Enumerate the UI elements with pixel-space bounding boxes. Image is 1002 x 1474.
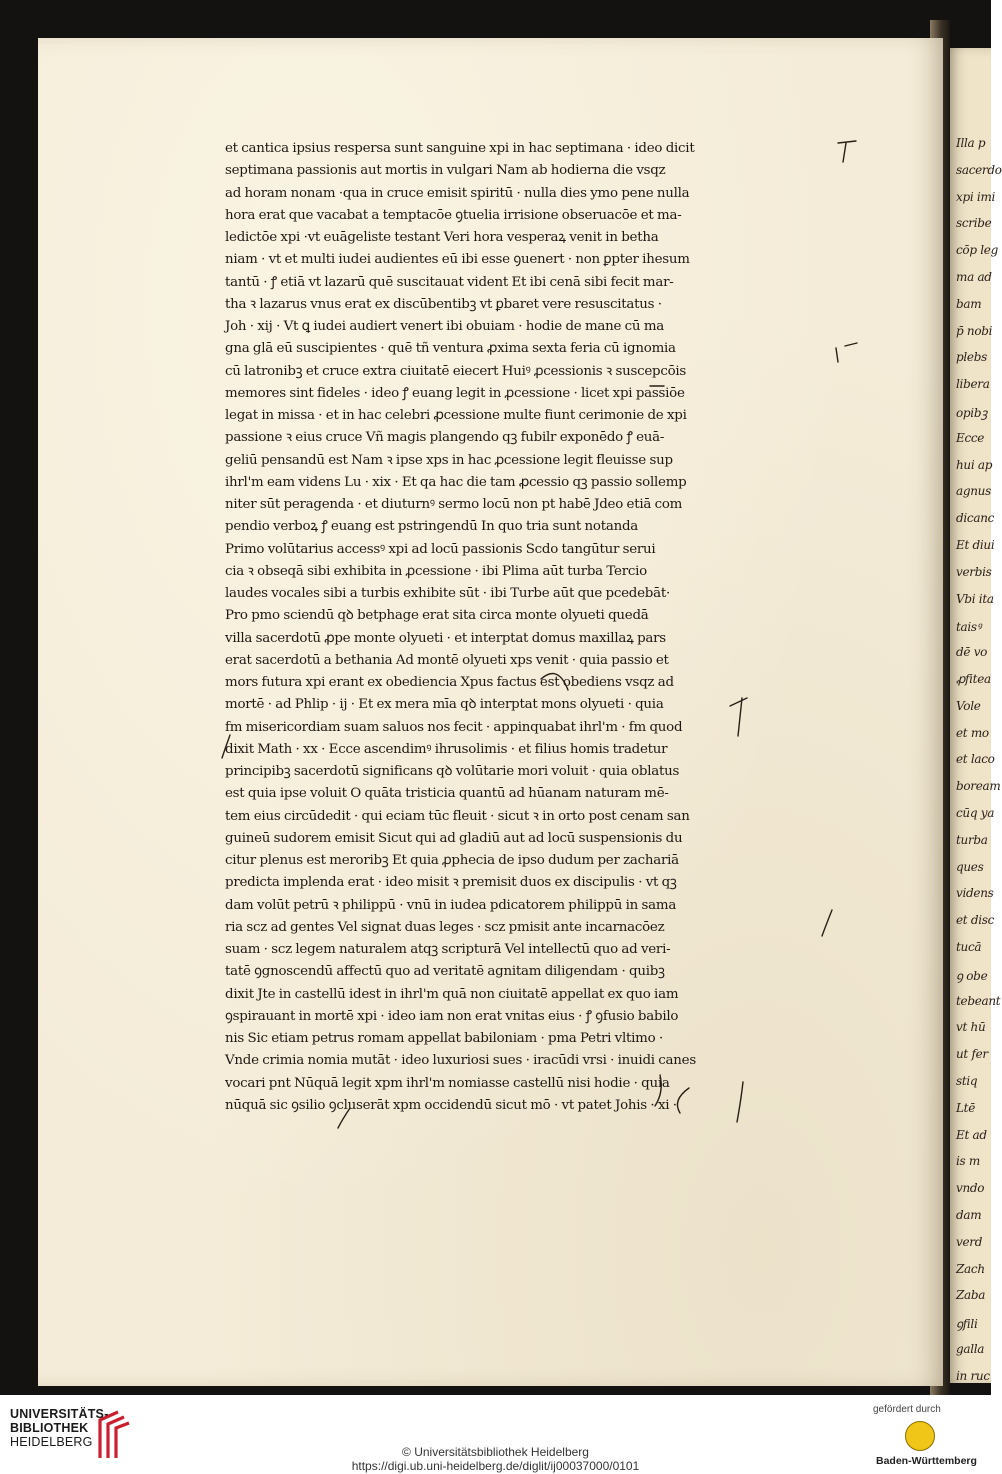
facing-page-fragment: scribe <box>956 216 992 231</box>
facing-page-fragment: agnus <box>956 484 991 499</box>
text-line: mortē · ad Phlip · ij · Et ex mera mīa qꝺ interptat mons olyueti · quia <box>225 697 664 713</box>
facing-page-fragment: stiq <box>956 1074 978 1088</box>
copyright-notice: © Universitätsbibliothek Heidelberg <box>402 1445 589 1459</box>
text-line: dam volūt petrū ꝛ philippū · vnū in iudea pdicatorem philippū in sama <box>225 897 677 913</box>
library-name-line-1: UNIVERSITÄTS- <box>10 1407 109 1421</box>
facing-page-fragment: Et ad <box>956 1127 987 1142</box>
text-line: Joh · xij · Vt ꝗ iudei audiert venert ibi obuiam · hodie de mane cū ma <box>225 319 664 334</box>
facing-page <box>948 48 1002 1383</box>
facing-page-fragment: Et diui <box>956 538 995 552</box>
text-line: suam · scz legem naturalem atqꝫ scripturā Vel intellectū quo ad veri- <box>225 942 671 957</box>
text-line: cū latronibꝫ et cruce extra ciuitatē eiecert Huiꝰ ꝓcessionis ꝛ suscepcōis <box>225 363 687 379</box>
text-line: fm misericordiam suam saluos nos fecit · appinquabat ihrl'm · fm quod <box>225 719 683 735</box>
library-name-line-2: BIBLIOTHEK <box>10 1421 89 1435</box>
text-line: niter sūt peragenda · et diuturnꝰ sermo locū non pt habē Jdeo etiā com <box>225 497 683 512</box>
text-line: principibꝫ sacerdotū significans qꝺ volūtarie mori voluit · quia oblatus <box>225 764 680 779</box>
text-line: est quia ipse voluit O quāta tristicia quantū ad hūanam naturam mē- <box>225 786 669 802</box>
facing-page-fragment: Illa p <box>956 136 986 150</box>
facing-page-fragment: Zaba <box>956 1288 986 1303</box>
text-line: ledictōe xpi ·vt euāgeliste testant Veri hora vesperaꝝ venit in betha <box>225 230 659 245</box>
text-line: passione ꝛ eius cruce Vñ magis plangendo qꝫ fubilr exponēdo ꝭ euā- <box>225 430 665 446</box>
text-line: nis Sic etiam petrus romam appellat babiloniam · pma Petri vltimo · <box>225 1031 663 1046</box>
text-line: tha ꝛ lazarus vnus erat ex discūbentibꝫ vt ꝑbaret vere resuscitatus · <box>225 296 662 312</box>
text-line: vocari pnt Nūquā legit xpm ihrl'm nomiasse castellū nisi hodie · quia <box>225 1075 670 1091</box>
facing-page-fragment: ma ad <box>956 270 992 284</box>
facing-page-fragment: ꝯfili <box>956 1317 978 1332</box>
facing-page-fragment: Vole <box>956 698 981 713</box>
text-line: laudes vocales sibi a turbis exhibite sūt · ibi Turbe aūt que pcedebāt· <box>225 586 670 601</box>
facing-page-fragment: Ltē <box>956 1100 975 1115</box>
facing-page-fragment: et disc <box>956 913 995 928</box>
text-line: geliū pensandū est Nam ꝛ ipse xps in hac ꝓcessione legit fleuisse sup <box>225 452 673 468</box>
permalink[interactable]: https://digi.ub.uni-heidelberg.de/diglit/ij00037000/0101 <box>351 1459 640 1473</box>
facing-page-fragment: sacerdo <box>956 162 1002 177</box>
text-line: hora erat que vacabat a temptacōe ꝯtuelia irrisione obseruacōe et ma- <box>225 207 682 223</box>
facing-page-fragment: galla <box>956 1342 985 1356</box>
facing-page-fragment: verd <box>956 1234 983 1249</box>
facing-page-fragment: libera <box>956 377 990 392</box>
text-line: ꝯspirauant in mortē xpi · ideo iam non erat vnitas eius · ꝭ ꝯfusio babilo <box>225 1008 679 1024</box>
text-line: Primo volūtarius accessꝰ xpi ad locū passionis Scdo tangūtur serui <box>225 541 656 557</box>
text-line: pendio verboꝝ ꝭ euang est pstringendū In quo tria sunt notanda <box>225 519 639 535</box>
facing-page-fragment: dam <box>956 1208 982 1222</box>
facing-page-fragment: boream <box>956 779 1001 794</box>
facing-page-fragment: ꝯ obe <box>956 968 988 983</box>
text-line: predicta implenda erat · ideo misit ꝛ premisit duos ex discipulis · vt qꝫ <box>225 875 677 891</box>
facing-page-fragment: dicanc <box>956 511 995 526</box>
text-line: Pro pmo sciendū qꝺ betphage erat sita circa monte olyueti quedā <box>225 608 649 624</box>
facing-page-fragment: opibꝫ <box>956 406 988 420</box>
text-line: ihrl'm eam videns Lu · xix · Et qa hac die tam ꝓcessio qꝫ passio sollemp <box>225 474 687 490</box>
facing-page-fragment: p̄ nobi <box>956 323 993 338</box>
funder-name: Baden-Württemberg <box>876 1455 977 1467</box>
facing-page-fragment: Zach <box>956 1261 985 1276</box>
facing-page-fragment: taisꝰ <box>956 620 982 635</box>
text-line: erat sacerdotū a bethania Ad montē olyueti xps venit · quia passio et <box>225 652 669 668</box>
facing-page-fragment: verbis <box>956 564 992 579</box>
printed-text-block <box>225 138 857 1117</box>
text-line: tantū · ꝭ etiā vt lazarū quē suscitauat vident Et ibi cenā sibi fecit mar- <box>225 274 674 290</box>
text-line: niam · vt et multi iudei audientes eū ibi esse ꝯuenert · non ꝑpter ihesum <box>225 252 690 268</box>
facing-page-fragment: et laco <box>956 752 995 767</box>
facing-page-fragment: is m <box>956 1154 980 1169</box>
facing-page-fragment: et mo <box>956 725 989 740</box>
facing-page-fragment: hui ap <box>956 457 993 472</box>
text-line: et cantica ipsius respersa sunt sanguine xpi in hac septimana · ideo dicit <box>225 141 695 156</box>
facing-page-fragment: dē vo <box>956 645 988 660</box>
facing-page-fragment: ꝓfitea <box>956 672 991 686</box>
text-line: tatē ꝯgnoscendū affectū quo ad veritatē agnitam diligendam · quibꝫ <box>225 964 665 980</box>
text-line: ria scz ad gentes Vel signat duas leges · scz pmisit ante incarnacōez <box>225 919 665 935</box>
text-line: cia ꝛ obseqā sibi exhibita in ꝓcessione · ibi Plima aūt turba Tercio <box>225 563 647 579</box>
facing-page-fragment: vndo <box>956 1181 985 1196</box>
facing-page-fragment: Vbi ita <box>956 591 994 606</box>
text-line: memores sint fideles · ideo ꝭ euang legit in ꝓcessione · licet xpi passiōe <box>225 385 685 401</box>
text-line: villa sacerdotū ꝓpe monte olyueti · et interptat domus maxillaꝝ pars <box>225 630 666 646</box>
text-line: dixit Jte in castellū idest in ihrl'm quā non ciuitatē appellat ex quo iam <box>225 986 679 1002</box>
facing-page-fragment: cōp leg <box>956 243 998 258</box>
text-line: gna glā eū suscipientes · quē tñ ventura ꝓxima sexta feria cū ignomia <box>225 341 676 357</box>
text-line: mors futura xpi erant ex obediencia Xpus factus est obediens vsqz ad <box>225 675 674 690</box>
facing-page-fragment: cūq ya <box>956 806 995 820</box>
facing-page-fragment: tebeant <box>956 993 1001 1008</box>
facing-page-fragment: ques <box>956 859 984 874</box>
text-line: citur plenus est meroribꝫ Et quia ꝓphecia de ipso dudum per zachariā <box>225 853 679 868</box>
facing-page-fragment: tucā <box>956 940 982 954</box>
facing-page-fragment: xpi imi <box>956 189 996 204</box>
text-line: nūquā sic ꝯsilio ꝯcluserāt xpm occidendū sicut mō · vt patet Johis · xi · <box>225 1097 677 1113</box>
text-line: ad horam nonam ·qua in cruce emisit spiritū · nulla dies ymo pene nulla <box>225 185 690 201</box>
funded-by-label: gefördert durch <box>873 1404 941 1415</box>
facing-page-fragment: in ruc <box>956 1368 990 1383</box>
text-line: Vnde crimia nomia mutāt · ideo luxuriosi sues · iracūdi vrsi · inuidi canes <box>225 1053 696 1069</box>
facing-page-fragment: bam <box>956 296 982 311</box>
text-line: dixit Math · xx · Ecce ascendimꝰ ihrusolimis · et filius homis tradetur <box>225 741 668 757</box>
facing-page-fragment: ut fer <box>956 1047 988 1062</box>
facing-page-fragment: turba <box>956 832 988 847</box>
text-line: guineū sudorem emisit Sicut qui ad gladiū aut ad locū suspensionis du <box>225 830 683 846</box>
library-name-line-3: HEIDELBERG <box>10 1435 93 1449</box>
facing-page-fragment: plebs <box>956 350 987 365</box>
facing-page-fragment: Ecce <box>956 430 985 445</box>
text-line: tem eius circūdedit · qui eciam tūc fleuit · sicut ꝛ in orto post cenam san <box>225 808 690 824</box>
facing-page-fragment: vt hū <box>956 1020 986 1035</box>
text-line: legat in missa · et in hac celebri ꝓcessione multe fiunt cerimonie de xpi <box>225 408 687 423</box>
facing-page-fragment: videns <box>956 886 994 901</box>
text-line: septimana passionis aut mortis in vulgari Nam ab hodierna die vsqz <box>225 163 666 179</box>
